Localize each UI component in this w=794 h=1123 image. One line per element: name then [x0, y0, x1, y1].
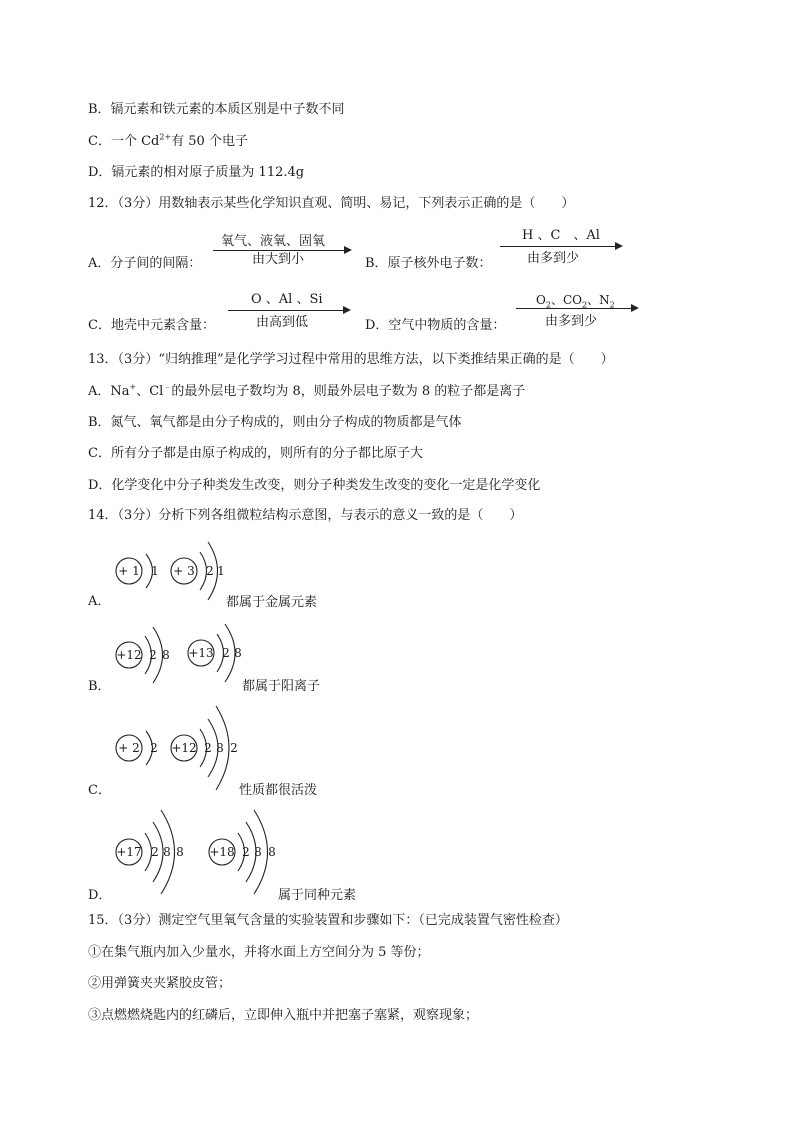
q15-step-1: ①在集气瓶内加入少量水，并将水面上方空间分为 5 等份； [88, 945, 430, 960]
electron-count: 8 [162, 648, 170, 662]
q14-option-c-label: C． [88, 783, 111, 798]
q13-option-a: A．Na+、Cl﹣的最外层电子数均为 8，则最外层电子数为 8 的粒子都是离子 [88, 382, 526, 399]
q11-option-d: D．镉元素的相对原子质量为 112.4g [88, 165, 305, 180]
electron-count: 8 [254, 845, 262, 859]
electron-count: 2 [206, 564, 214, 578]
q13-stem: 13．（3分）“归纳推理”是化学学习过程中常用的思维方法，以下类推结果正确的是（ ） [88, 352, 614, 367]
atom-diagram [209, 810, 276, 894]
electron-count: 8 [216, 741, 224, 755]
q12-option-a-top: 氧气、液氧、固氧 [221, 234, 326, 249]
q12-option-c-label: C．地壳中元素含量： [88, 318, 215, 333]
nucleus-charge: + 3 [173, 564, 195, 578]
electron-count: 2 [230, 741, 238, 755]
q14-stem: 14．（3分）分析下列各组微粒结构示意图，与表示的意义一致的是（ ） [88, 508, 523, 523]
electron-count: 2 [242, 845, 250, 859]
electron-count: 1 [151, 564, 159, 578]
q12-option-c-bottom: 由高到低 [256, 315, 309, 330]
q14-option-d-note: 属于同种元素 [278, 888, 357, 903]
q15-step-2: ②用弹簧夹夹紧胶皮管； [88, 976, 232, 991]
q12-option-d-top: $O_2$、$CO_2$、$N_2$ [536, 293, 615, 310]
q12-option-b-top: H 、C 、Al [522, 228, 600, 243]
nucleus-charge: + 2 [118, 741, 140, 755]
electron-count: 2 [150, 741, 158, 755]
electron-count: 2 [204, 741, 212, 755]
nucleus-charge: +17 [116, 845, 142, 859]
q14-option-b-note: 都属于阳离子 [242, 679, 321, 694]
nucleus-charge: +18 [209, 845, 235, 859]
q14-option-c-note: 性质都很活泼 [239, 783, 318, 798]
electron-count: 1 [217, 564, 225, 578]
nucleus-charge: +13 [188, 646, 214, 660]
q12-option-b-bottom: 由多到少 [527, 251, 580, 266]
q12-option-a-bottom: 由大到小 [252, 252, 305, 267]
q12-option-d-bottom: 由多到少 [545, 314, 598, 329]
q14-option-a-note: 都属于金属元素 [226, 595, 318, 610]
q12-option-d-label: D．空气中物质的含量： [365, 318, 506, 333]
q13-option-d: D．化学变化中分子种类发生改变，则分子种类发生改变的变化一定是化学变化 [88, 478, 541, 493]
electron-count: 2 [222, 646, 230, 660]
q11-option-b: B．镉元素和铁元素的本质区别是中子数不同 [88, 102, 345, 117]
nucleus-charge: +12 [171, 741, 197, 755]
q14-option-d-label: D． [88, 888, 112, 903]
electron-count: 8 [268, 845, 276, 859]
electron-count: 2 [151, 845, 159, 859]
q13-option-c: C．所有分子都是由原子构成的，则所有的分子都比原子大 [88, 446, 423, 461]
electron-count: 8 [234, 646, 242, 660]
q12-option-b-label: B．原子核外电子数： [365, 256, 492, 271]
q12-stem: 12．（3分）用数轴表示某些化学知识直观、简明、易记，下列表示正确的是（ ） [88, 196, 575, 211]
q15-stem: 15．（3分）测定空气里氧气含量的实验装置和步骤如下：（已完成装置气密性检查） [88, 913, 568, 928]
electron-count: 2 [149, 648, 157, 662]
q14-option-a-label: A． [88, 594, 111, 609]
electron-count: 8 [176, 845, 184, 859]
q15-step-3: ③点燃燃烧匙内的红磷后，立即伸入瓶中并把塞子塞紧，观察现象； [88, 1008, 479, 1023]
q14-option-b-label: B． [88, 679, 111, 694]
nucleus-charge: + 1 [118, 564, 140, 578]
q11-option-c: C．一个 $Cd^{2+}$有 50 个电子 [88, 132, 248, 149]
q12-option-c-top: O 、Al 、Si [251, 292, 323, 307]
q13-option-b: B．氮气、氧气都是由分子构成的，则由分子构成的物质都是气体 [88, 415, 462, 430]
q12-option-a-label: A．分子间的间隔： [88, 256, 202, 271]
nucleus-charge: +12 [116, 648, 142, 662]
electron-count: 8 [163, 845, 171, 859]
atom-diagram [116, 810, 184, 894]
